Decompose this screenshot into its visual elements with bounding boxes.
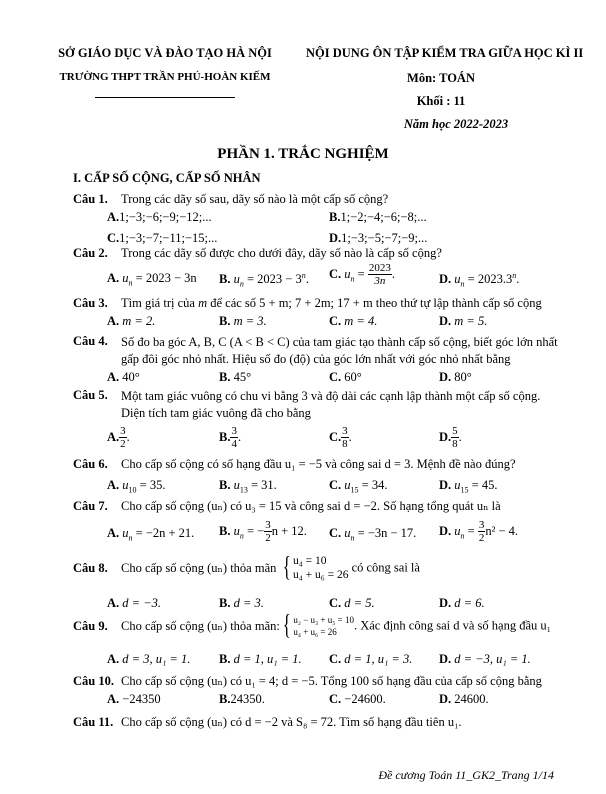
header-divider: [95, 97, 235, 98]
option-a: A. d = −3.: [107, 596, 162, 610]
page-footer: Đề cương Toán 11_GK2_Trang 1/14: [378, 768, 554, 782]
option-b: B. d = 3.: [219, 596, 264, 610]
question-number: Câu 10.: [73, 674, 114, 688]
option-d: D. $u_n = 2023.3^n$.: [439, 271, 520, 289]
part-title: PHẦN 1. TRẮC NGHIỆM: [217, 146, 389, 162]
option-d: D. $\frac{5}{8}$ .: [439, 425, 462, 450]
question-6: [73, 457, 563, 496]
option-d: D. d = 6.: [439, 596, 485, 610]
option-c: C. $u_{15} = 34$.: [329, 478, 388, 495]
question-number: Câu 11.: [73, 715, 114, 729]
option-b: B.1;−2;−4;−6;−8;...: [329, 210, 427, 224]
question-text: Cho cấp số cộng (uₙ) có u₃ = 15 và công sai d = −2. Số hạng tổng quát uₙ là: [121, 499, 501, 513]
question-number: Câu 7.: [73, 499, 108, 513]
question-text: Một tam giác vuông có chu vi bằng 3 và độ dài các cạnh lập thành một cấp số cộng. Diện tích tam giác vuông đã cho bằng: [121, 389, 541, 420]
option-c: C. d = 1, u₁ = 3.: [329, 652, 413, 666]
question-text: Cho cấp số cộng (uₙ) thỏa mãn:: [121, 619, 280, 633]
option-d: D. 24600.: [439, 692, 489, 706]
question-number: Câu 2.: [73, 246, 108, 260]
question-text: Trong các dãy số được cho dưới đây, dãy số nào là cấp số cộng?: [121, 246, 442, 260]
document-title: NỘI DUNG ÔN TẬP KIỂM TRA GIỮA HỌC KÌ II: [306, 46, 584, 60]
option-a: A.1;−3;−6;−9;−12;...: [107, 210, 212, 224]
question-text: Cho cấp số cộng có số hạng đầu u₁ = −5 và công sai d = 3. Mệnh đề nào đúng?: [121, 457, 516, 471]
question-text: Cho cấp số cộng (uₙ) có d = −2 và S₈ = 72. Tìm số hạng đầu tiên u₁.: [121, 715, 462, 729]
question-number: Câu 4.: [73, 334, 108, 348]
question-text: Số đo ba góc A, B, C (A < B < C) của tam giác tạo thành cấp số cộng, biết góc lớn nhất gấp đôi góc nhỏ nhất. Hiệu số đo (độ) của góc lớn nhất với góc nhỏ nhất bằng: [121, 335, 558, 366]
option-c: C. 60°: [329, 370, 362, 384]
option-d: D. $u_{15} = 45$.: [439, 478, 498, 495]
question-1: [73, 192, 563, 249]
option-b: B. $u_n = 2023 - 3^n$.: [219, 271, 309, 289]
option-d: D. 80°: [439, 370, 472, 384]
option-c: C. $u_n$ = $\frac{2023}{3n}$ .: [329, 262, 395, 287]
question-9: Câu 9. Cho cấp số cộng (uₙ) thỏa mãn:{ u₂ − u₃ + u₅ = 10 u₄ + u₆ = 26 . Xác định công sai d và số hạng đầu u₁ A. d = 3, u₁ = 1. B. d = 1, u₁ = 1. C. d = 1, u₁ = 3. D. d = −3, u₁ = 1.: [73, 610, 551, 666]
question-number: Câu 6.: [73, 457, 108, 471]
question-text: Trong các dãy số sau, dãy số nào là một cấp số cộng?: [121, 192, 389, 206]
option-c: C. m = 4.: [329, 314, 378, 328]
option-d: D. d = −3, u₁ = 1.: [439, 652, 531, 666]
option-b: B.24350.: [219, 692, 265, 706]
question-3: [73, 296, 563, 332]
department-name: SỞ GIÁO DỤC VÀ ĐÀO TẠO HÀ NỘI: [58, 46, 272, 60]
option-b: B. $u_n$ = − $\frac{3}{2}$ n + 12.: [219, 519, 307, 544]
question-10: [73, 673, 563, 710]
option-a: A. $u_n = -2n + 21$.: [107, 526, 195, 543]
option-a: A. $\frac{3}{2}$ .: [107, 425, 130, 450]
option-a: A. −24350: [107, 692, 161, 706]
question-8: Câu 8. Cho cấp số cộng (uₙ) thỏa mãn { u₄ = 10 u₄ + u₆ = 26 có công sai là A. d = −3. B. d = 3. C. d = 5. D. d = 6.: [73, 552, 485, 610]
question-text: Tìm giá trị của m để các số 5 + m; 7 + 2m; 17 + m theo thứ tự lập thành cấp số cộng: [121, 296, 542, 310]
school-name: TRƯỜNG THPT TRẦN PHÚ-HOÀN KIẾM: [59, 71, 271, 83]
question-5: [73, 388, 563, 458]
header-right: [306, 46, 584, 132]
question-text: Cho cấp số cộng (uₙ) có u₁ = 4; d = −5. Tổng 100 số hạng đầu của cấp số cộng bằng: [121, 674, 542, 688]
option-d: D.1;−3;−5;−7;−9;...: [329, 231, 428, 245]
option-c: C. $\frac{3}{8}$ .: [329, 425, 352, 450]
question-2: [73, 246, 563, 293]
header-left: [50, 46, 280, 98]
school-year: Năm học 2022-2023: [403, 117, 509, 131]
option-d: D. $u_n$ = $\frac{3}{2}$ n² − 4.: [439, 519, 519, 544]
question-11: [73, 714, 563, 730]
option-a: A. m = 2.: [107, 314, 156, 328]
question-number: Câu 3.: [73, 296, 108, 310]
option-a: A. 40°: [107, 370, 140, 384]
equation-system: u₄ = 10 u₄ + u₆ = 26: [292, 555, 349, 581]
option-a: A. $u_{10} = 35$.: [107, 478, 166, 495]
system-brace: {: [282, 552, 291, 583]
option-b: B. $u_{13} = 31$.: [219, 478, 277, 495]
equation-system: u₂ − u₃ + u₅ = 10 u₄ + u₆ = 26: [293, 615, 354, 637]
question-4: [73, 334, 563, 388]
question-number: Câu 9.: [73, 618, 108, 633]
option-b: B. m = 3.: [219, 314, 267, 328]
option-d: D. m = 5.: [439, 314, 488, 328]
question-text: Cho cấp số cộng (uₙ) thỏa mãn: [121, 561, 277, 575]
system-brace: {: [282, 610, 291, 641]
section-title: I. CẤP SỐ CỘNG, CẤP SỐ NHÂN: [73, 171, 261, 185]
option-c: C. d = 5.: [329, 596, 375, 610]
option-a: A. $u_n = 2023 - 3n$: [107, 271, 197, 288]
grade: Khối : 11: [416, 94, 466, 108]
option-b: B. 45°: [219, 370, 252, 384]
option-c: C. $u_n = -3n - 17$.: [329, 526, 417, 543]
option-c: C.1;−3;−7;−11;−15;...: [107, 231, 218, 245]
question-number: Câu 5.: [73, 388, 108, 402]
option-b: B. d = 1, u₁ = 1.: [219, 652, 302, 666]
option-b: B. $\frac{3}{4}$ .: [219, 425, 242, 450]
option-a: A. d = 3, u₁ = 1.: [107, 652, 191, 666]
question-number: Câu 1.: [73, 192, 108, 206]
option-c: C. −24600.: [329, 692, 386, 706]
question-7: [73, 498, 563, 550]
subject: Môn: TOÁN: [407, 71, 475, 85]
question-number: Câu 8.: [73, 560, 108, 575]
